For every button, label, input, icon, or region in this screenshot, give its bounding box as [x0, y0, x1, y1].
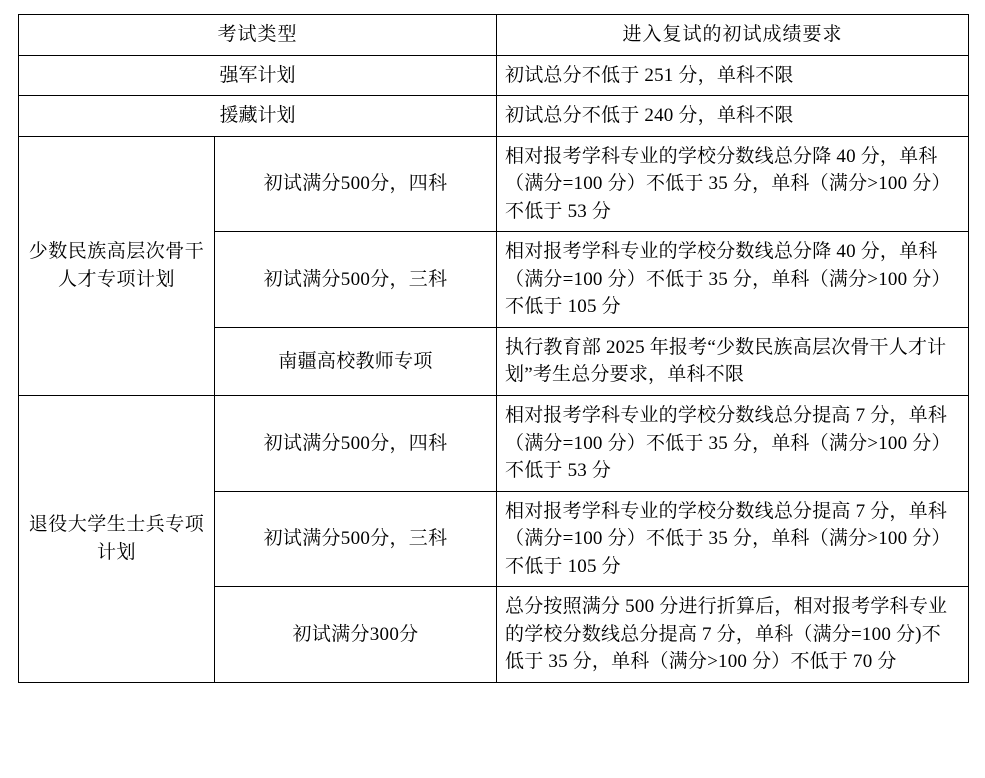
- exam-type-label: 强军计划: [19, 55, 497, 96]
- exam-type-group-label: 少数民族高层次骨干人才专项计划: [19, 136, 215, 395]
- table-row: [19, 136, 969, 232]
- requirement-text: 相对报考学科专业的学校分数线总分提高 7 分，单科（满分=100 分）不低于 35 分，单科（满分>100 分）不低于 105 分: [497, 491, 969, 587]
- column-header-exam-type: 考试类型: [19, 15, 497, 56]
- requirement-text: 相对报考学科专业的学校分数线总分提高 7 分，单科（满分=100 分）不低于 35 分，单科（满分>100 分）不低于 53 分: [497, 396, 969, 492]
- requirement-text: 初试总分不低于 251 分，单科不限: [497, 55, 969, 96]
- column-header-requirement: 进入复试的初试成绩要求: [497, 15, 969, 56]
- exam-subtype-label: 初试满分500分，四科: [215, 136, 497, 232]
- table-header: [19, 15, 969, 56]
- requirement-text: 初试总分不低于 240 分，单科不限: [497, 96, 969, 137]
- table-row: [19, 396, 969, 492]
- exam-subtype-label: 初试满分500分，三科: [215, 491, 497, 587]
- requirement-text: 相对报考学科专业的学校分数线总分降 40 分，单科（满分=100 分）不低于 35 分，单科（满分>100 分）不低于 53 分: [497, 136, 969, 232]
- table-header-row: [19, 15, 969, 56]
- exam-subtype-label: 初试满分500分，四科: [215, 396, 497, 492]
- table-row: [19, 96, 969, 137]
- requirement-text: 执行教育部 2025 年报考“少数民族高层次骨干人才计划”考生总分要求，单科不限: [497, 327, 969, 395]
- requirement-text: 总分按照满分 500 分进行折算后，相对报考学科专业的学校分数线总分提高 7 分，单科（满分=100 分)不低于 35 分，单科（满分>100 分）不低于 70 分: [497, 587, 969, 683]
- exam-type-label: 援藏计划: [19, 96, 497, 137]
- exam-subtype-label: 初试满分500分，三科: [215, 232, 497, 328]
- requirement-text: 相对报考学科专业的学校分数线总分降 40 分，单科（满分=100 分）不低于 35 分，单科（满分>100 分）不低于 105 分: [497, 232, 969, 328]
- exam-subtype-label: 初试满分300分: [215, 587, 497, 683]
- table-body: [19, 55, 969, 682]
- exam-type-group-label: 退役大学生士兵专项计划: [19, 396, 215, 683]
- table-row: [19, 55, 969, 96]
- admission-score-table: [18, 14, 969, 683]
- exam-subtype-label: 南疆高校教师专项: [215, 327, 497, 395]
